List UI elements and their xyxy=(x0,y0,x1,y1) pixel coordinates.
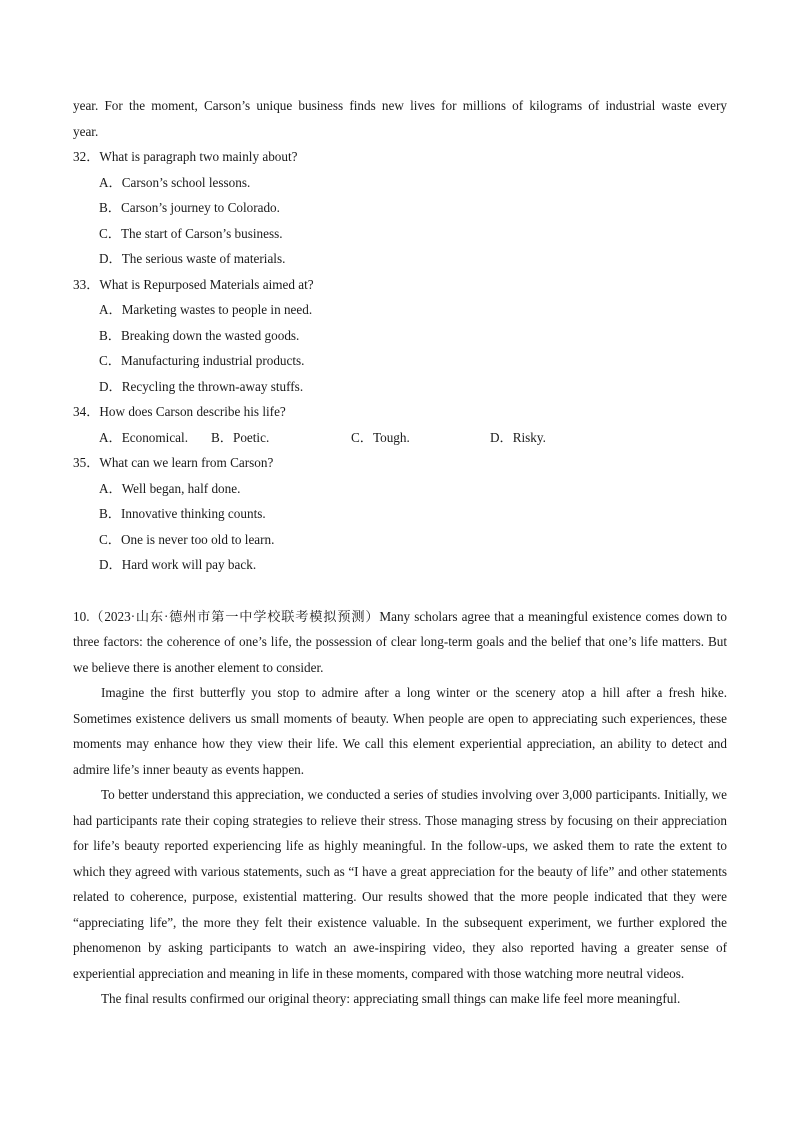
question-35-stem: 35．What can we learn from Carson? xyxy=(73,455,274,470)
question-33-option-d: D．Recycling the thrown-away stuffs. xyxy=(99,378,304,394)
question-34-stem: 34．How does Carson describe his life? xyxy=(73,404,286,419)
question-32-option-b: B．Carson’s journey to Colorado. xyxy=(99,200,280,215)
passage-paragraph-1 xyxy=(73,604,727,681)
question-32-option-a: A．Carson’s school lessons. xyxy=(99,174,251,190)
passage-paragraph-3: To better understand this appreciation, we conducted a series of studies involving over 3,000 participants. Initially, we had participants rate their coping strategies to relieve their stress. Those managing stress by focusing on their appreciation for life’s beauty reported experiencing life as highly meaningful. In the follow-ups, we asked them to rate the extent to which they agreed with various statements, such as “I have a great appreciation for the beauty of life” and other statements related to coherence, purpose, existential mattering. Our results showed that the more people indicated that they were “appreciating life”, the more they felt their existence valuable. In the subsequent experiment, we further explored the phenomenon by asking participants to watch an awe-inspiring video, they also reported having a greater sense of experiential appreciation and meaning in life in these moments, compared with those watching more neutral videos. xyxy=(73,787,727,981)
question-32-option-d: D．The serious waste of materials. xyxy=(99,251,286,266)
question-35-option-a: A．Well began, half done. xyxy=(99,480,241,496)
question-34-options xyxy=(73,425,727,451)
intro-line-2: year. xyxy=(73,123,99,139)
question-33-stem: 33．What is Repurposed Materials aimed at? xyxy=(73,276,314,292)
question-34-option-c: C．Tough. xyxy=(351,429,410,445)
document-page xyxy=(73,93,727,1012)
passage-source: 10.（2023·山东·德州市第一中学校联考模拟预测） xyxy=(73,608,380,624)
question-34-option-d: D．Risky. xyxy=(490,429,546,445)
intro-line-1: year. For the moment, Carson’s unique business finds new lives for millions of kilograms of industrial waste every xyxy=(73,98,727,113)
section-gap xyxy=(73,578,727,604)
passage-paragraph-1-text: Many scholars agree that a meaningful existence comes down to three factors: the coherence of one’s life, the possession of clear long-term goals and the belief that one’s life matters. But we believe there is another element to consider. xyxy=(73,608,727,675)
question-32-option-c: C．The start of Carson’s business. xyxy=(99,225,283,241)
question-35-option-d: D．Hard work will pay back. xyxy=(99,557,257,572)
question-33-option-b: B．Breaking down the wasted goods. xyxy=(99,327,300,343)
passage-paragraph-2: Imagine the first butterfly you stop to admire after a long winter or the scenery atop a hill after a fresh hike. Sometimes existence delivers us small moments of beauty. When people are open to appreciating such experiences, these moments may enhance how they view their life. We call this element experiential appreciation, an ability to detect and admire life’s inner beauty as events happen. xyxy=(73,685,727,777)
question-35-option-c: C．One is never too old to learn. xyxy=(99,531,275,547)
question-35-option-b: B．Innovative thinking counts. xyxy=(99,506,266,521)
question-33-option-c: C．Manufacturing industrial products. xyxy=(99,353,305,368)
question-32-stem: 32．What is paragraph two mainly about? xyxy=(73,149,298,164)
question-34-option-b: B．Poetic. xyxy=(211,429,270,445)
passage-paragraph-4: The final results confirmed our original theory: appreciating small things can make life feel more meaningful. xyxy=(101,991,681,1006)
question-33-option-a: A．Marketing wastes to people in need. xyxy=(99,302,313,317)
question-34-option-a: A．Economical. xyxy=(99,429,188,445)
